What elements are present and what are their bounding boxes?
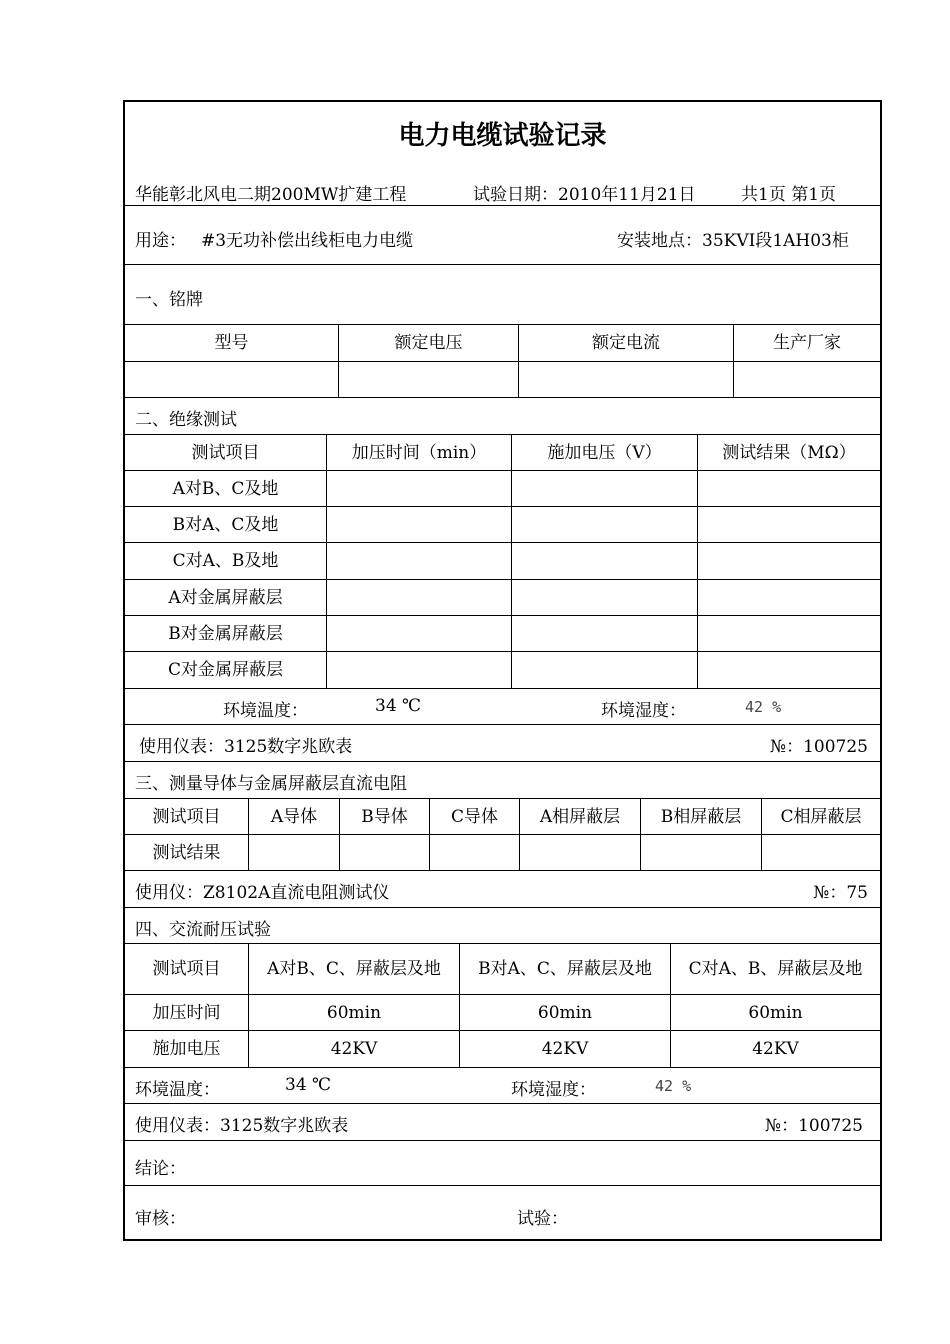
ac-voltage-row	[125, 1031, 880, 1068]
test-item: C对A、B及地	[172, 551, 279, 571]
section-title: 三、测量导体与金属屏蔽层直流电阻	[135, 774, 407, 794]
test-date: 试验日期：2010年11月21日	[473, 185, 696, 205]
table-header: 测试项目	[152, 959, 221, 979]
temperature-value: 34 ℃	[285, 1075, 332, 1095]
table-header: 型号	[214, 333, 249, 353]
test-record-form	[123, 100, 882, 1241]
table-cell	[339, 835, 429, 870]
table-cell	[511, 616, 697, 651]
row-label: 加压时间	[152, 1002, 221, 1023]
temperature-value: 34 ℃	[375, 696, 422, 716]
table-row	[125, 471, 880, 507]
conclusion-label: 结论：	[135, 1159, 186, 1179]
signoff-row	[125, 1186, 880, 1241]
table-cell	[326, 616, 511, 651]
table-cell	[511, 580, 697, 615]
table-header: 加压时间（min）	[326, 435, 511, 470]
table-header: C相屏蔽层	[761, 799, 880, 834]
table-header: C对A、B、屏蔽层及地	[670, 944, 880, 994]
table-header: 测试项目	[191, 442, 260, 463]
table-cell: 42KV	[248, 1031, 459, 1067]
section-title: 二、绝缘测试	[135, 410, 237, 430]
table-header: A导体	[248, 799, 339, 834]
purpose-label: 用途：	[135, 231, 186, 251]
table-cell	[697, 507, 880, 542]
test-item: B对A、C及地	[172, 514, 279, 535]
table-cell	[761, 835, 880, 870]
table-row	[125, 507, 880, 543]
environment-row	[125, 1068, 880, 1104]
temperature-label: 环境温度：	[135, 1080, 220, 1100]
table-cell	[125, 362, 338, 397]
table-cell	[697, 652, 880, 688]
instrument-name: 使用仪表：3125数字兆欧表	[135, 1116, 349, 1136]
table-cell	[326, 471, 511, 506]
instrument-serial: №：100725	[770, 737, 868, 757]
ac-time-row	[125, 995, 880, 1031]
reviewer-label: 审核：	[135, 1209, 186, 1229]
humidity-label: 环境湿度：	[601, 701, 686, 721]
table-cell	[518, 362, 733, 397]
table-header: B对A、C、屏蔽层及地	[459, 944, 670, 994]
table-header: B相屏蔽层	[640, 799, 761, 834]
instrument-serial: №：100725	[765, 1116, 863, 1136]
table-header: 生产厂家	[733, 325, 880, 361]
table-header: A相屏蔽层	[519, 799, 640, 834]
instrument-name: 使用仪表：3125数字兆欧表	[139, 737, 353, 757]
table-cell	[640, 835, 761, 870]
title-row	[125, 102, 880, 162]
section-title: 一、铭牌	[135, 290, 203, 310]
test-item: A对B、C及地	[172, 478, 279, 499]
page-title: 电力电缆试验记录	[398, 121, 607, 151]
table-cell	[511, 507, 697, 542]
section-nameplate	[125, 265, 880, 325]
test-item: A对金属屏蔽层	[168, 587, 283, 608]
table-header: 测试项目	[152, 806, 221, 827]
purpose-row	[125, 206, 880, 265]
test-item: C对金属屏蔽层	[167, 660, 283, 680]
table-header: 额定电流	[518, 325, 733, 361]
table-cell	[429, 835, 519, 870]
table-cell	[511, 543, 697, 579]
instrument-name: 使用仪：Z8102A直流电阻测试仪	[135, 883, 390, 903]
ac-header-row	[125, 944, 880, 995]
table-cell	[697, 471, 880, 506]
dc-header-row	[125, 799, 880, 835]
table-header: 测试结果（MΩ）	[697, 435, 880, 470]
table-header: B导体	[339, 799, 429, 834]
page-count: 共1页 第1页	[741, 185, 837, 205]
test-result-label: 测试结果	[152, 842, 221, 863]
table-cell	[519, 835, 640, 870]
humidity-label: 环境湿度：	[511, 1080, 596, 1100]
table-cell	[697, 543, 880, 579]
table-header: 额定电压	[338, 325, 518, 361]
section-ac-withstand	[125, 908, 880, 944]
temperature-label: 环境温度：	[223, 701, 308, 721]
section-title: 四、交流耐压试验	[135, 920, 271, 940]
table-cell: 42KV	[459, 1031, 670, 1067]
instrument-row	[125, 725, 880, 762]
dc-result-row	[125, 835, 880, 871]
table-row	[125, 652, 880, 689]
table-cell: 60min	[248, 995, 459, 1030]
project-row	[125, 162, 880, 206]
project-name: 华能彰北风电二期200MW扩建工程	[135, 185, 407, 205]
nameplate-value-row	[125, 362, 880, 398]
row-label: 施加电压	[152, 1039, 221, 1059]
tester-label: 试验：	[517, 1209, 568, 1229]
table-cell: 60min	[670, 995, 880, 1030]
table-cell	[697, 580, 880, 615]
table-header: 施加电压（V）	[511, 435, 697, 470]
table-cell	[248, 835, 339, 870]
table-cell	[326, 507, 511, 542]
test-item: B对金属屏蔽层	[168, 623, 283, 644]
insulation-header-row	[125, 435, 880, 471]
install-location: 安装地点：35KVI段1AH03柜	[617, 231, 849, 251]
table-cell	[326, 580, 511, 615]
table-row	[125, 580, 880, 616]
table-header: A对B、C、屏蔽层及地	[248, 944, 459, 994]
humidity-value: 42 %	[655, 1077, 692, 1095]
instrument-row	[125, 1104, 880, 1141]
table-cell	[511, 652, 697, 688]
humidity-value: 42 %	[745, 698, 782, 716]
purpose-value: #3无功补偿出线柜电力电缆	[201, 231, 414, 251]
table-cell	[338, 362, 518, 397]
table-cell	[511, 471, 697, 506]
table-cell: 60min	[459, 995, 670, 1030]
table-cell	[326, 652, 511, 688]
environment-row	[125, 689, 880, 725]
instrument-row	[125, 871, 880, 908]
nameplate-header-row	[125, 325, 880, 362]
table-cell	[697, 616, 880, 651]
section-dc-resistance	[125, 762, 880, 799]
table-row	[125, 543, 880, 580]
table-row	[125, 616, 880, 652]
instrument-serial: №：75	[813, 883, 868, 903]
conclusion-row	[125, 1141, 880, 1186]
section-insulation	[125, 398, 880, 435]
table-header: C导体	[429, 799, 519, 834]
table-cell: 42KV	[670, 1031, 880, 1067]
table-cell	[733, 362, 880, 397]
table-cell	[326, 543, 511, 579]
